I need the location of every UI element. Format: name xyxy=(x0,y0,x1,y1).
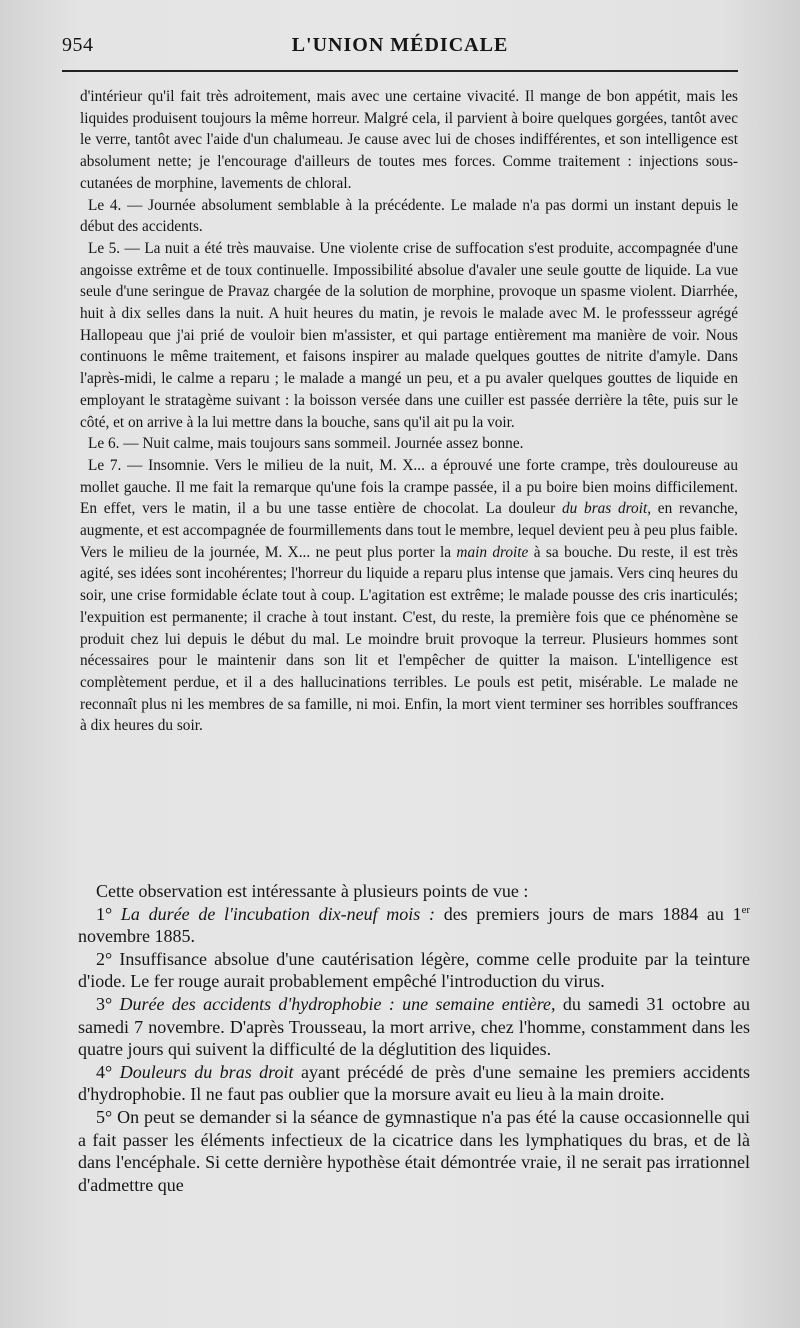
point-number: 2° xyxy=(96,948,113,969)
paragraph-day-7 xyxy=(80,455,738,737)
header-rule xyxy=(62,70,738,72)
point-1 xyxy=(78,903,750,948)
paragraph-day-6: Le 6. — Nuit calme, mais toujours sans sommeil. Journée assez bonne. xyxy=(88,435,524,453)
commentary-text xyxy=(78,880,750,1196)
commentary-intro: Cette observation est intéressante à plusieurs points de vue : xyxy=(96,881,529,901)
superscript: er xyxy=(741,903,750,916)
case-observation-text xyxy=(80,86,738,737)
paragraph-day-5: Le 5. — La nuit a été très mauvaise. Une violente crise de suffocation s'est produite, accompagnée d'une angoisse extrême et de toux continuelle. Impossibilité absolue d'avaler une seule goutte de liquide. La vue seule d'une seringue de Pravaz chargée de la solution de morphine, provoque un spasme violent. Diarrhée, huit à dix selles dans la nuit. A huit heures du matin, je revois le malade avec M. le professseur agrégé Hallopeau que j'ai prié de vouloir bien m'assister, et qui partage entièrement ma manière de voir. Nous continuons le même traitement, et faisons inspirer au malade quelques gouttes de nitrite d'amyle. Dans l'après-midi, le calme a reparu ; le malade a mangé un peu, et a pu avaler quelques gouttes de liquide en employant le stratagème suivant : la boisson versée dans une cuiller est passée derrière la tête, puis sur le côté, et on arrive à la lui mettre dans la bouche, sans qu'il ait pu la voir. xyxy=(80,239,738,431)
text-run: On peut se demander si la séance de gymnastique n'a pas été la cause occasionnelle qui a fait passer les éléments infectieux de la cicatrice dans les lymphatiques du bras, et de là dans l'encéphale. Si cette dernière hypothèse était démontrée vraie, il ne serait pas irrationnel d'admettre que xyxy=(78,1106,751,1195)
point-number: 1° xyxy=(96,903,113,924)
point-number: 4° xyxy=(96,1061,113,1082)
text-run: du samedi 31 octobre au samedi 7 novembre. D'après Trousseau, la mort arrive, chez l'homme, constamment dans les quatre jours qui suivent la difficulté de la déglutition des liquides. xyxy=(78,993,751,1060)
text-run: des premiers jours de mars 1884 au 1 xyxy=(434,903,742,924)
italic-run: Douleurs du bras droit xyxy=(119,1061,294,1082)
italic-run: du bras droit xyxy=(562,500,648,518)
text-run: ayant précédé de près d'une semaine les premiers accidents d'hydrophobie. Il ne faut pas oublier que la morsure avait eu lieu à la main droite. xyxy=(78,1061,750,1105)
point-4 xyxy=(78,1061,750,1106)
text-run: Le 7. — Insomnie. Vers le milieu de la nuit, M. X... a éprouvé une forte crampe, très douloureuse au mollet gauche. Il me fait la remarque qu'une fois la crampe passée, il a pu boire bien moins difficilement. En effet, vers le matin, il a bu une tasse entière de chocolat. La douleur xyxy=(80,456,738,518)
italic-run: Durée des accidents d'hydrophobie : une semaine entière, xyxy=(119,993,556,1014)
paragraph-continuation: d'intérieur qu'il fait très adroitement, mais avec une certaine vivacité. Il mange de bon appétit, mais les liquides produisent toujours la même horreur. Malgré cela, il parvient à boire quelques gorgées, tantôt avec le verre, tantôt avec l'aide d'un chalumeau. Je cause avec lui de choses indifférentes, et son intelligence est absolument nette; je l'encourage d'ailleurs de toutes mes forces. Comme traitement : injections sous-cutanées de morphine, lavements de chloral. xyxy=(80,88,738,192)
text-run: novembre 1885. xyxy=(78,926,195,947)
running-title: L'UNION MÉDICALE xyxy=(291,34,509,56)
point-number: 5° xyxy=(96,1106,113,1127)
text-run: Insuffisance absolue d'une cautérisation légère, comme celle produite par la teinture d'iode. Le fer rouge aurait probablement empêché l'introduction du virus. xyxy=(78,948,750,992)
point-2 xyxy=(78,948,750,993)
point-5 xyxy=(78,1106,750,1196)
text-run: à sa bouche. Du reste, il est très agité, ses idées sont incohérentes; l'horreur du liquide a reparu plus intense que jamais. Vers cinq heures du soir, une crise formidable éclate tout à coup. L'agitation est extrême; le malade pousse des cris inarticulés; l'expuition est permanente; il crache à tout instant. C'est, du reste, la première fois que ce phénomène se produit chez lui depuis le début du mal. Le moindre bruit provoque la terreur. Plusieurs hommes sont nécessaires pour le maintenir dans son lit et l'empêcher de quitter la maison. L'intelligence est complètement perdue, et il a des hallucinations terribles. Le pouls est petit, misérable. Le malade ne reconnaît plus ni les membres de sa famille, ni moi. Enfin, la mort vient terminer ses horribles souffrances à dix heures du soir. xyxy=(80,543,739,735)
text-run: , en revanche, augmente, et est accompagnée de fourmillements dans tout le membre, lequel devient peu à peu plus faible. Vers le milieu de la journée, M. X... ne peut plus porter la xyxy=(80,500,738,561)
point-number: 3° xyxy=(96,993,113,1014)
point-3 xyxy=(78,993,750,1061)
page-number: 954 xyxy=(62,34,94,56)
italic-run: main droite xyxy=(456,543,529,561)
page-header xyxy=(62,34,738,64)
paragraph-day-4: Le 4. — Journée absolument semblable à la précédente. Le malade n'a pas dormi un instant depuis le début des accidents. xyxy=(80,196,738,236)
italic-run: La durée de l'incubation dix-neuf mois : xyxy=(120,903,435,924)
